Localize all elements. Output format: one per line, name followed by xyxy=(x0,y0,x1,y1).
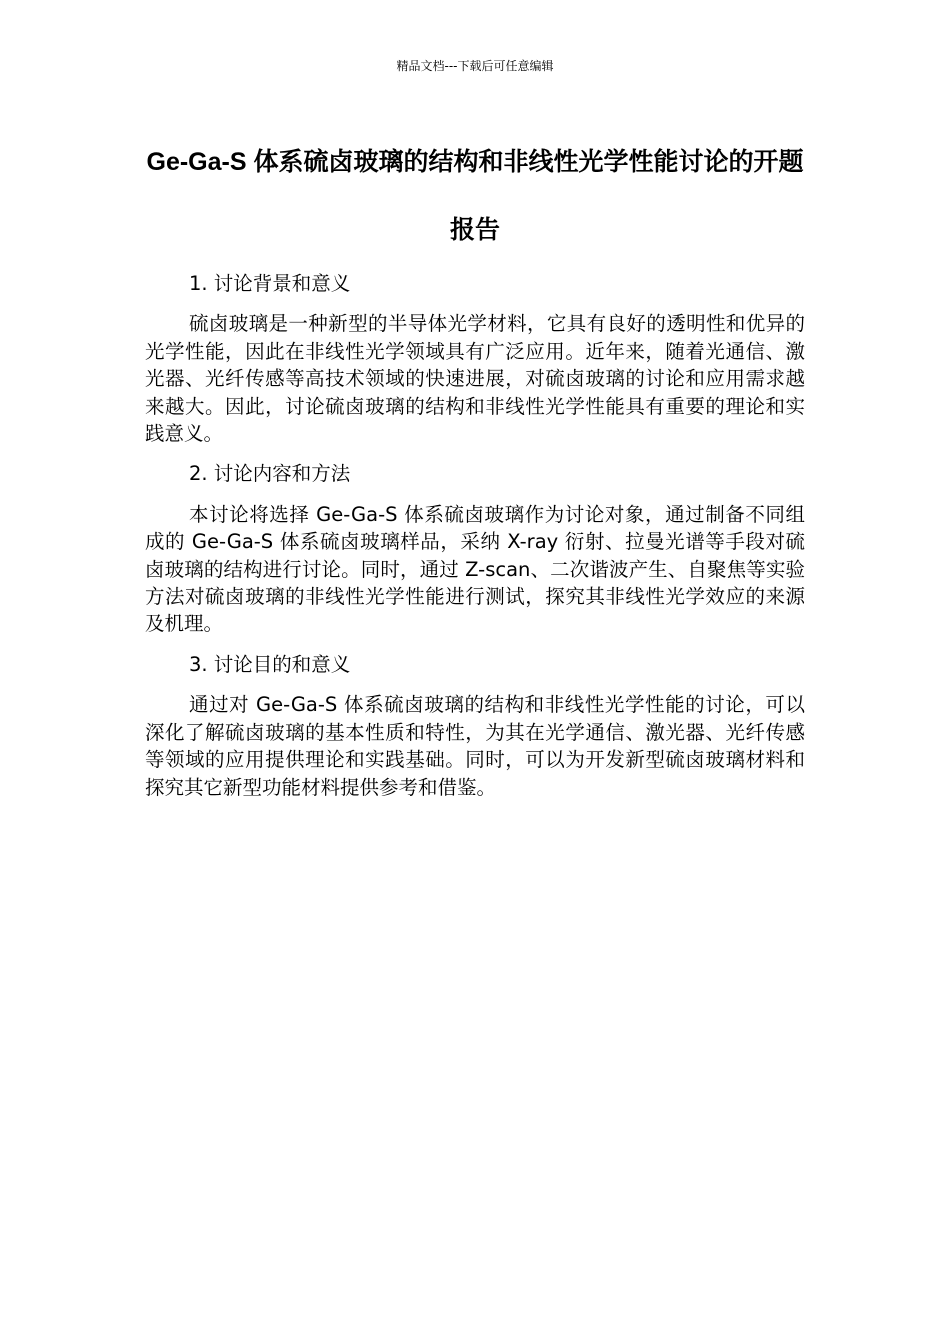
section-body-purpose: 通过对 Ge-Ga-S 体系硫卤玻璃的结构和非线性光学性能的讨论，可以深化了解硫卤玻璃的基本性质和特性，为其在光学通信、激光器、光纤传感等领域的应用提供理论和实践基础。同时，可以为开发新型硫卤玻璃材料和探究其它新型功能材料提供参考和借鉴。 xyxy=(145,693,805,799)
section-heading-background: 1. 讨论背景和意义 xyxy=(189,272,351,295)
section-body-background: 硫卤玻璃是一种新型的半导体光学材料，它具有良好的透明性和优异的光学性能，因此在非线性光学领域具有广泛应用。近年来，随着光通信、激光器、光纤传感等高技术领域的快速进展，对硫卤玻璃的讨论和应用需求越来越大。因此，讨论硫卤玻璃的结构和非线性光学性能具有重要的理论和实践意义。 xyxy=(145,312,805,446)
document-content xyxy=(145,270,805,814)
header-note: 精品文档---下载后可任意编辑 xyxy=(396,59,554,73)
section-body-methods: 本讨论将选择 Ge-Ga-S 体系硫卤玻璃作为讨论对象，通过制备不同组成的 Ge-Ga-S 体系硫卤玻璃样品，采纳 X-ray 衍射、拉曼光谱等手段对硫卤玻璃的结构进行讨论。同时，通过 Z-scan、二次谐波产生、自聚焦等实验方法对硫卤玻璃的非线性光学性能进行测试，探究其非线性光学效应的来源及机理。 xyxy=(145,502,805,636)
section-heading-purpose: 3. 讨论目的和意义 xyxy=(189,652,351,676)
document-title: Ge-Ga-S 体系硫卤玻璃的结构和非线性光学性能讨论的开题报告 xyxy=(146,148,804,244)
section-heading-methods: 2. 讨论内容和方法 xyxy=(189,462,351,486)
